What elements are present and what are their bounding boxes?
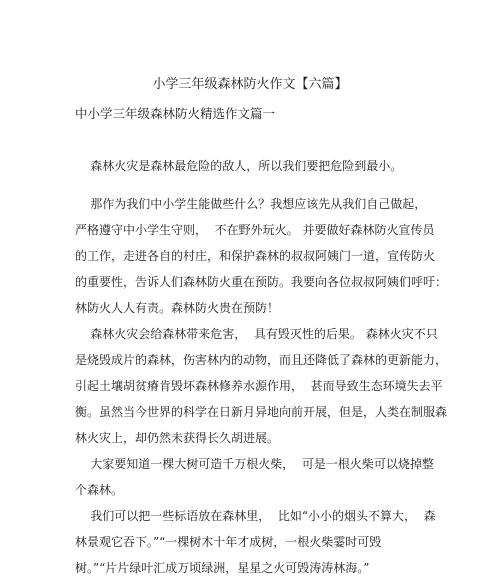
text-line: 个森林。	[75, 483, 124, 497]
paragraph	[75, 191, 448, 321]
text-line: 的工作，走进各自的村庄，和保护森林的叔叔阿姨门一道，宣传防火	[75, 249, 436, 263]
text-line: 林景观它吞下。”“一棵树木十年才成树，一根火柴霎时可毁	[75, 535, 382, 549]
paragraph	[75, 451, 434, 503]
document-title: 小学三年级森林防火作文【六篇】	[152, 77, 348, 92]
text-line: 引起土壤胡贫瘠肯毁坏森林修养水源作用， 甚而导致生态环境失去平	[75, 379, 443, 393]
text-line: 严格遵守中小学生守则， 不在野外玩火。 并要做好森林防火宣传员	[75, 223, 435, 237]
text-line: 大家要知道一棵大树可造千万根火柴， 可是一根火柴可以烧掉整	[75, 457, 434, 471]
paragraph	[75, 321, 448, 451]
text-line: 那作为我们中小学生能做些什么？我想应该先从我们自己做起，	[75, 197, 427, 211]
text-line: 衡。虽然当今世界的科学在日新月异地向前开展，但是，人类在制服森	[75, 405, 448, 419]
paragraph	[75, 153, 427, 179]
text-line: 我们可以把一些标语放在森林里， 比如“小小的烟头不算大， 森	[75, 509, 436, 523]
text-line: 树。”“片片绿叶汇成万顷绿洲，星星之火可毁涛涛林海。”	[75, 561, 370, 575]
paragraph	[75, 503, 436, 581]
text-line: 森林火灾是森林最危险的敌人，所以我们要把危险到最小。	[75, 159, 403, 173]
text-line: 是烧毁成片的森林，伤害林内的动物，而且还降低了森林的更新能力，	[75, 353, 448, 367]
text-line: 森林火灾会给森林带来危害， 具有毁灭性的后果。 森林火灾不只	[75, 327, 438, 341]
text-line: 的重要性，告诉人们森林防火重在预防。我要向各位叔叔阿姨们呼吁：	[75, 275, 448, 289]
text-line: 林防火人人有责。森林防火贵在预防！	[75, 301, 280, 315]
text-line: 林火灾上，却仍然未获得长久胡进展。	[75, 431, 280, 445]
document-subtitle: 中小学三年级森林防火精选作文篇一	[75, 106, 276, 121]
